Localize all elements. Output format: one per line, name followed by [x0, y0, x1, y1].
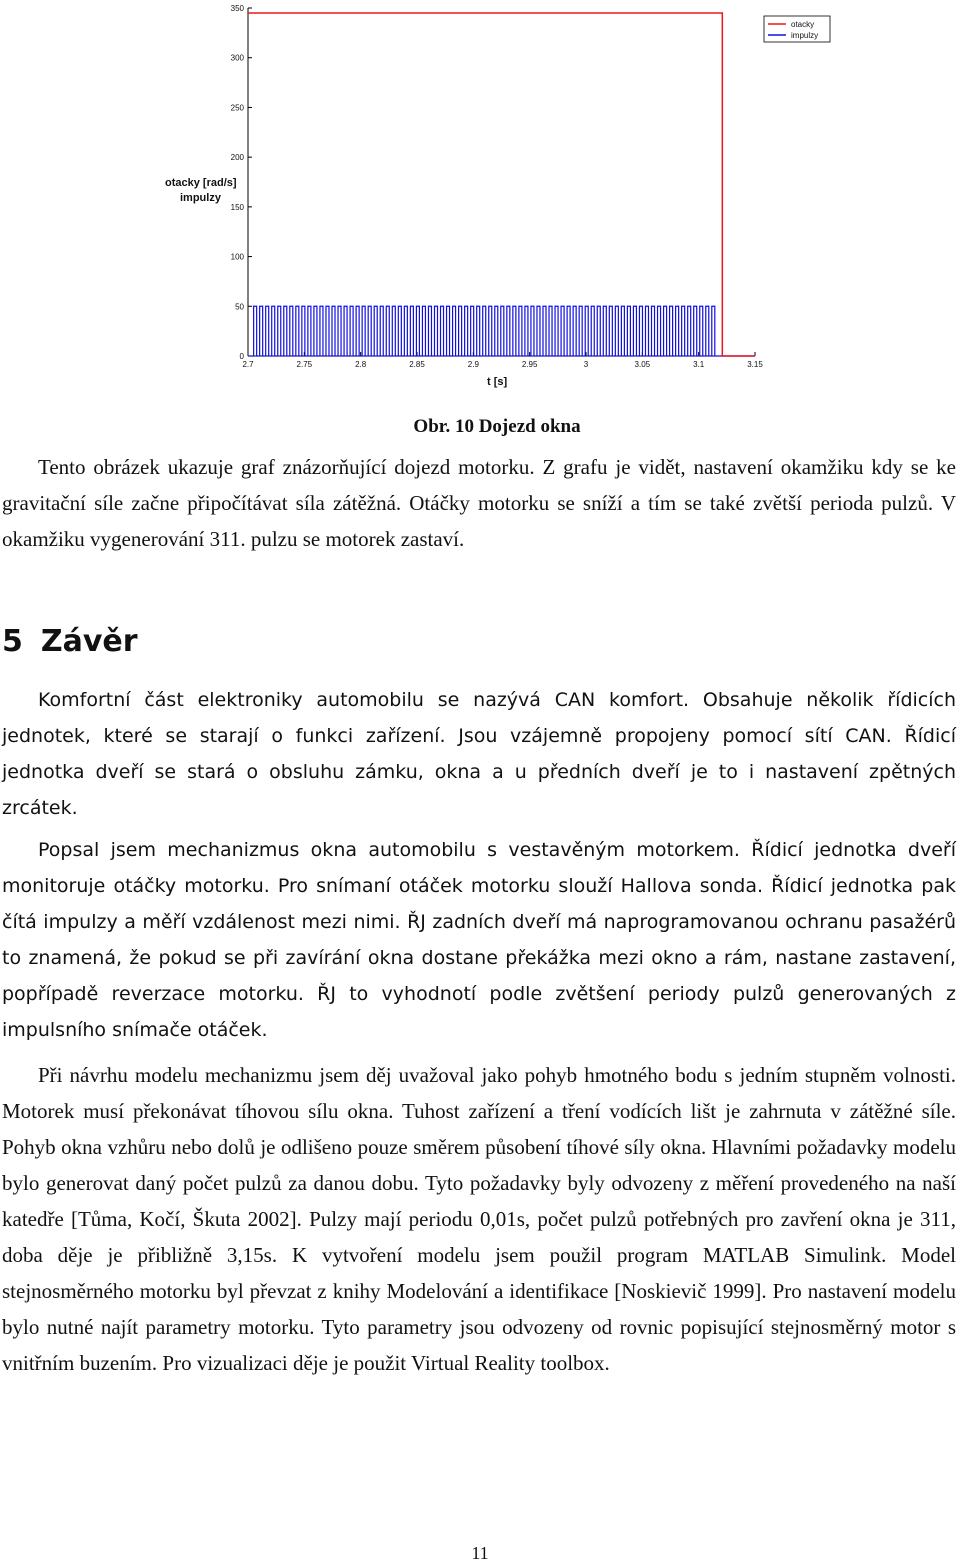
line-chart	[160, 0, 860, 400]
y-tick-label: 300	[230, 53, 244, 63]
section-title: Závěr	[40, 624, 138, 659]
paragraph-intro	[2, 449, 956, 557]
series-otacky-line	[248, 13, 755, 356]
section-paragraph-3-text: Při návrhu modelu mechanizmu jsem děj uvažoval jako pohyb hmotného bodu s jedním stupněm volnosti. Motorek musí překonávat tíhovou sílu okna. Tuhost zařízení a tření vodících lišt je zahrnuta v zátěžné síle. Pohyb okna vzhůru nebo dolů je odlišeno pouze směrem působení tíhové síly okna. Hlavními požadavky modelu bylo generovat daný počet pulzů za danou dobu. Tyto požadavky byly odvozeny z měření provedeného na naší katedře [Tůma, Kočí, Škuta 2002]. Pulzy mají periodu 0,01s, počet pulzů potřebných pro zavření okna je 311, doba děje je přibližně 3,15s. K vytvoření modelu jsem použil program MATLAB Simulink. Model stejnosměrného motorku byl převzat z knihy Modelování a identifikace [Noskievič 1999]. Pro nastavení modelu bylo nutné najít parametry motorku. Tyto parametry jsou odvozeny od rovnic popisující stejnosměrný motor s vnitřním buzením. Pro vizualizaci děje je použit Virtual Reality toolbox.	[2, 1063, 956, 1375]
x-tick-label: 3.05	[634, 360, 651, 369]
page-number: 11	[471, 1543, 489, 1563]
x-tick-label: 2.8	[355, 360, 367, 369]
section-paragraph-2-text: Popsal jsem mechanizmus okna automobilu s vestavěným motorkem. Řídicí jednotka dveří monitoruje otáčky motorku. Pro snímaní otáček motorku slouží Hallova sonda. Řídicí jednotka pak čítá impulzy a měří vzdálenost mezi nimi. ŘJ zadních dveří má naprogramovanou ochranu pasažérů to znamená, že pokud se při zavírání okna dostane překážka mezi okno a rám, nastane zastavení, popřípadě reverzace motorku. ŘJ to vyhodnotí podle zvětšení periody pulzů generovaných z impulsního snímače otáček.	[2, 839, 956, 1041]
y-tick-label: 250	[230, 103, 244, 113]
y-tick-label: 50	[235, 302, 244, 312]
x-tick-label: 3	[583, 360, 589, 369]
y-tick-label: 350	[230, 4, 244, 13]
x-tick-label: 2.9	[467, 360, 479, 369]
section-paragraph-1	[2, 682, 956, 826]
x-tick-label: 3.1	[693, 360, 705, 369]
section-paragraph-3	[2, 1057, 956, 1381]
section-paragraph-1-text: Komfortní část elektroniky automobilu se nazývá CAN komfort. Obsahuje několik řídicích jednotek, které se starají o funkci zařízení. Jsou vzájemně propojeny pomocí sítí CAN. Řídicí jednotka dveří se stará o obsluhu zámku, okna a u předních dveří je to i nastavení zpětných zrcátek.	[2, 689, 956, 819]
figure-caption: Obr. 10 Dojezd okna	[413, 416, 581, 437]
y-tick-label: 0	[239, 352, 244, 361]
y-axis-label-line2: impulzy	[180, 192, 221, 204]
y-axis-label	[165, 176, 237, 206]
legend-label-otacky: otacky	[791, 20, 815, 29]
x-tick-label: 3.15	[747, 360, 763, 369]
x-tick-label: 2.85	[409, 360, 425, 369]
x-axis-label: t [s]	[487, 376, 508, 388]
x-tick-label: 2.75	[296, 360, 313, 369]
figure-chart	[160, 0, 860, 400]
section-number: 5	[2, 624, 23, 659]
section-heading	[2, 624, 138, 659]
section-paragraph-2	[2, 832, 956, 1048]
y-tick-label: 200	[230, 153, 244, 163]
y-tick-label: 150	[230, 202, 244, 212]
series-impulzy-line	[248, 306, 755, 356]
y-tick-label: 100	[230, 252, 244, 262]
y-axis-label-line1: otacky [rad/s]	[165, 177, 237, 189]
x-tick-label: 2.7	[242, 360, 254, 369]
x-tick-label: 2.95	[521, 360, 538, 369]
legend-label-impulzy: impulzy	[791, 31, 819, 40]
paragraph-intro-text: Tento obrázek ukazuje graf znázorňující dojezd motorku. Z grafu je vidět, nastavení okamžiku kdy se ke gravitační síle začne připočítávat síla zátěžná. Otáčky motorku se sníží a tím se také zvětší perioda pulzů. V okamžiku vygenerování 311. pulzu se motorek zastaví.	[2, 455, 956, 551]
